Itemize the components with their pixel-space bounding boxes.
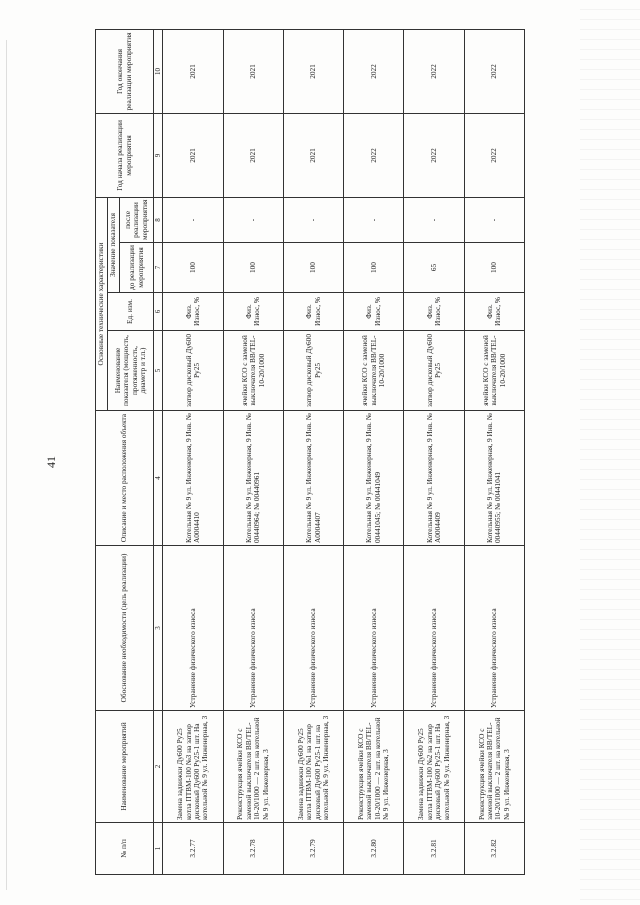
- table-row: [404, 29, 464, 874]
- row-param: затвор дисковый Ду600 Ру25: [163, 331, 223, 411]
- row-start: 2021: [163, 113, 223, 197]
- row-unit: Физ. Износ, %: [464, 293, 524, 331]
- row-start: 2022: [464, 113, 524, 197]
- row-unit: Физ. Износ, %: [404, 293, 464, 331]
- col-index: 2: [154, 711, 163, 823]
- row-name: Реконструкция ячейки КСО с заменой выключателя ВВ/TEL-10-20/1000 — 2 шт. на котельной № 9 ул. Инженерная, 3: [344, 711, 404, 823]
- row-start: 2022: [344, 113, 404, 197]
- row-after: -: [344, 197, 404, 242]
- col-index: 1: [154, 823, 163, 875]
- header-start: Год начала реализации мероприятия: [96, 113, 154, 197]
- row-before: 100: [223, 243, 283, 293]
- row-after: -: [163, 197, 223, 242]
- col-index: 6: [154, 293, 163, 331]
- row-reason: Устранение физического износа: [344, 546, 404, 711]
- row-param: затвор дисковый Ду600 Ру25: [283, 331, 343, 411]
- row-start: 2022: [404, 113, 464, 197]
- row-end: 2022: [464, 29, 524, 113]
- header-reason: Обоснование необходимости (цель реализации): [96, 546, 154, 711]
- row-unit: Физ. Износ, %: [344, 293, 404, 331]
- col-index: 8: [154, 197, 163, 242]
- row-object: Котельная № 9 ул. Инженерная, 9 Инв. № 00441045; № 00441049: [344, 411, 404, 546]
- row-end: 2021: [283, 29, 343, 113]
- row-param: ячейки КСО с заменой выключателя ВВ/TEL-10-20/1000: [223, 331, 283, 411]
- scan-artifact-line: [6, 40, 7, 890]
- row-after: -: [223, 197, 283, 242]
- col-index: 9: [154, 113, 163, 197]
- page-number: 41: [44, 456, 58, 468]
- header-after: после реализации мероприятия: [120, 197, 154, 242]
- col-index: 3: [154, 546, 163, 711]
- table-row: [464, 29, 524, 874]
- header-num: № п/п: [96, 823, 154, 875]
- row-name: Замена задвижки Ду600 Ру25 котла ПТВМ-100 №1 на затвор дисковый Ду600 Ру25-1 шт. на котельной № 9 ул. Инженерная, 3: [283, 711, 343, 823]
- row-num: 3.2.82: [464, 823, 524, 875]
- header-end: Год окончания реализации мероприятия: [96, 29, 154, 113]
- row-object: Котельная № 9 ул. Инженерная, 9 Инв. № 00440955; № 00441041: [464, 411, 524, 546]
- measures-table: [95, 29, 525, 875]
- row-before: 100: [464, 243, 524, 293]
- col-index: 10: [154, 29, 163, 113]
- row-reason: Устранение физического износа: [163, 546, 223, 711]
- row-unit: Физ. Износ, %: [283, 293, 343, 331]
- rotated-table-wrapper: [95, 30, 525, 875]
- table-row: [223, 29, 283, 874]
- row-num: 3.2.79: [283, 823, 343, 875]
- row-unit: Физ. Износ, %: [163, 293, 223, 331]
- row-reason: Устранение физического износа: [223, 546, 283, 711]
- row-after: -: [283, 197, 343, 242]
- row-name: Замена задвижки Ду600 Ру25 котла ПТВМ-100 №2 на затвор дисковый Ду600 Ру25-1 шт. На котельной № 9 ул. Инженерная, 3: [404, 711, 464, 823]
- row-param: ячейки КСО с заменой выключателя ВВ/TEL-10-20/1000: [344, 331, 404, 411]
- row-name: Реконструкция ячейки КСО с заменой выключателя ВВ/TEL-10-20/1000 — 2 шт. на котельной № 9 ул. Инженерная, 3: [223, 711, 283, 823]
- table-row: [283, 29, 343, 874]
- header-unit: Ед. изм.: [108, 293, 154, 331]
- row-after: -: [404, 197, 464, 242]
- row-param: ячейки КСО с заменой выключателя ВВ/TEL-10-20/1000: [464, 331, 524, 411]
- row-object: Котельная № 9 ул. Инженерная, 9 Инв. № 00440964; № 00440961: [223, 411, 283, 546]
- col-index: 4: [154, 411, 163, 546]
- scan-artifact-edge: [580, 0, 640, 905]
- header-value-group: Значение показателя: [108, 197, 120, 292]
- header-tech-group: Основные технические характеристики: [96, 197, 108, 410]
- row-object: Котельная № 9 ул. Инженерная, 9 Инв. № А0004410: [163, 411, 223, 546]
- row-end: 2022: [344, 29, 404, 113]
- row-num: 3.2.78: [223, 823, 283, 875]
- row-num: 3.2.80: [344, 823, 404, 875]
- row-before: 100: [344, 243, 404, 293]
- row-start: 2021: [283, 113, 343, 197]
- header-name: Наименование мероприятий: [96, 711, 154, 823]
- row-end: 2021: [163, 29, 223, 113]
- row-reason: Устранение физического износа: [404, 546, 464, 711]
- row-before: 100: [283, 243, 343, 293]
- row-end: 2021: [223, 29, 283, 113]
- col-index: 5: [154, 331, 163, 411]
- row-name: Реконструкция ячейки КСО с заменой выключателя ВВ/TEL-10-20/1000 — 2 шт. на котельной № 9 ул. Инженерная, 3: [464, 711, 524, 823]
- header-object: Описание и место расположения объекта: [96, 411, 154, 546]
- row-object: Котельная № 9 ул. Инженерная, 9 Инв. № А0004407: [283, 411, 343, 546]
- row-object: Котельная № 9 ул. Инженерная, 9 Инв. № А0004409: [404, 411, 464, 546]
- row-num: 3.2.81: [404, 823, 464, 875]
- row-reason: Устранение физического износа: [464, 546, 524, 711]
- row-before: 100: [163, 243, 223, 293]
- column-index-row: [154, 29, 163, 874]
- row-after: -: [464, 197, 524, 242]
- row-start: 2021: [223, 113, 283, 197]
- table-row: [163, 29, 223, 874]
- table-row: [344, 29, 404, 874]
- row-param: затвор дисковый Ду600 Ру25: [404, 331, 464, 411]
- row-reason: Устранение физического износа: [283, 546, 343, 711]
- row-end: 2022: [404, 29, 464, 113]
- row-num: 3.2.77: [163, 823, 223, 875]
- header-before: до реализации мероприятия: [120, 243, 154, 293]
- row-before: 65: [404, 243, 464, 293]
- row-unit: Физ. Износ, %: [223, 293, 283, 331]
- header-param: Наименование показателя (мощность, протяженность, диаметр и т.п.): [108, 331, 154, 411]
- col-index: 7: [154, 243, 163, 293]
- row-name: Замена задвижки Ду600 Ру25 котла ПТВМ-100 №3 на затвор дисковый Ду600 Ру25-1 шт. На котельной № 9 ул. Инженерная, 3: [163, 711, 223, 823]
